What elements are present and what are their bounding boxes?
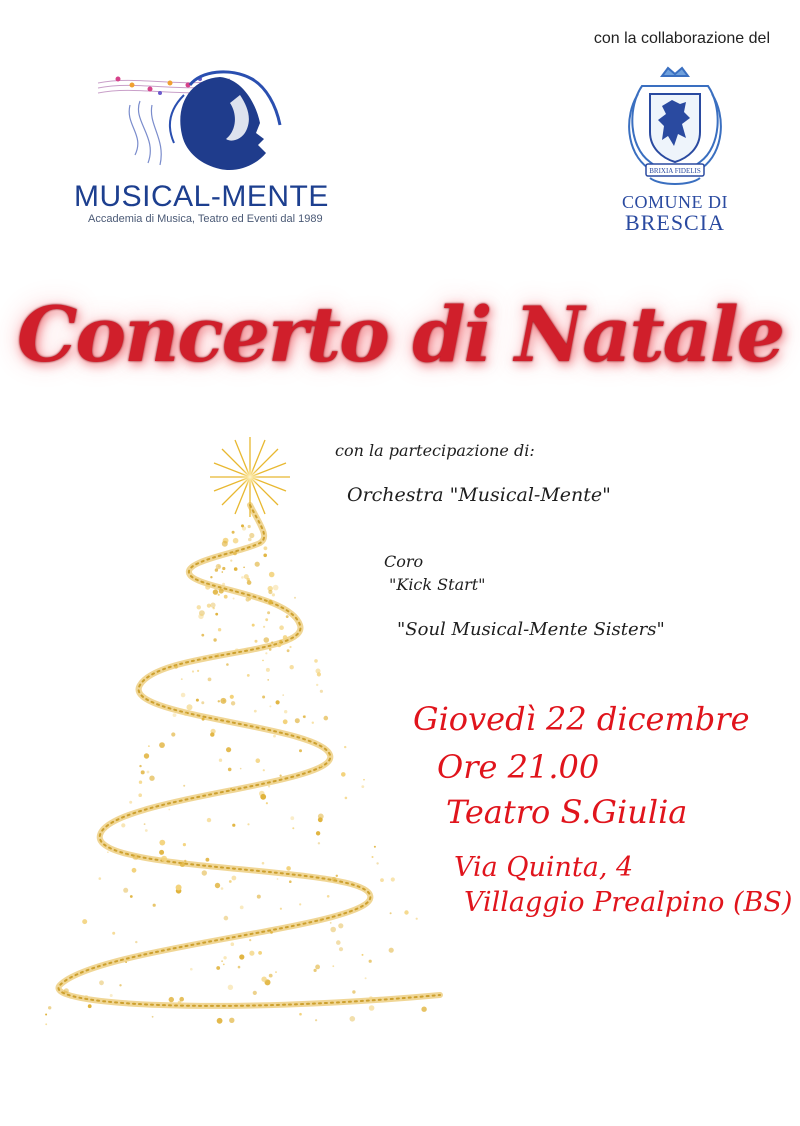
- event-venue: Teatro S.Giulia: [446, 793, 688, 831]
- event-date: Giovedì 22 dicembre: [413, 700, 750, 738]
- brand-subtitle: Accademia di Musica, Teatro ed Eventi dal 1989: [88, 213, 323, 225]
- soul-sisters-name: "Soul Musical-Mente Sisters": [397, 619, 665, 640]
- event-address-line1: Via Quinta, 4: [454, 852, 634, 883]
- event-address-line2: Villaggio Prealpino (BS): [464, 887, 793, 918]
- collaboration-text: con la collaborazione del: [593, 30, 770, 47]
- participation-intro: con la partecipazione di:: [335, 441, 535, 460]
- event-time: Ore 21.00: [437, 748, 600, 786]
- coro-label: Coro: [384, 552, 424, 571]
- page-title: Concerto di Natale: [16, 290, 784, 379]
- brand-name: MUSICAL-MENTE: [74, 180, 329, 213]
- comune-line2: BRESCIA: [625, 210, 725, 235]
- orchestra-name: Orchestra "Musical-Mente": [347, 484, 611, 506]
- crest-motto: BRIXIA FIDELIS: [649, 167, 701, 175]
- kick-start-name: "Kick Start": [389, 575, 486, 594]
- comune-line1: COMUNE DI: [622, 192, 728, 212]
- brescia-crest-icon: [620, 66, 730, 192]
- christmas-tree-icon: [20, 425, 460, 1065]
